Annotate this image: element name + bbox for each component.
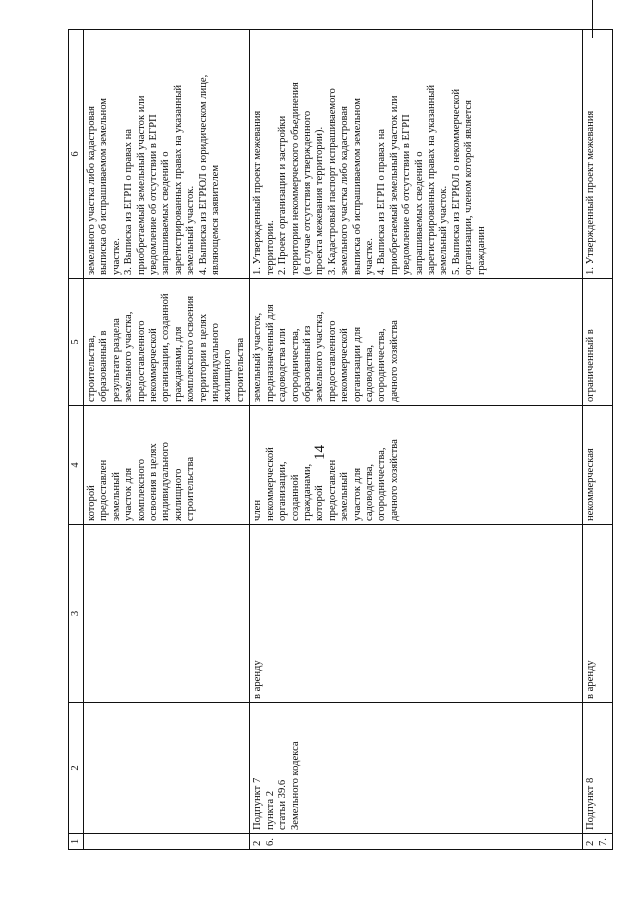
applicant-cell: которой предоставлен земельный участок для комплексного освоения в целях индивидуального жилищного строительства [84, 406, 250, 525]
header-cell-2: 2 [69, 703, 84, 834]
legal-basis-cell: Подпункт 8 [583, 703, 613, 834]
row-number-cell: 26. [250, 834, 583, 850]
land-plot-cell: строительства, образованный в результате раздела земельного участка, предоставленного некоммерческой организации, созданной гражданами, для комплексного освоения территории в целях индивидуального жилищного строительства [84, 279, 250, 406]
land-plot-cell: ограниченный в [583, 279, 613, 406]
land-provision-table [68, 29, 613, 850]
table-row [250, 30, 583, 850]
header-cell-3: 3 [69, 525, 84, 703]
right-type-cell: в аренду [250, 525, 583, 703]
documents-cell: земельного участка либо кадастровая выписка об испрашиваемом земельном участке. 3. Выписка из ЕГРП о правах на приобретаемый земельный участок или уведомление об отсутствии в ЕГРП запрашиваемых сведений о зарегистрированных правах на указанный земельный участок. 4. Выписка из ЕГРЮЛ о юридическом лице, являющемся заявителем [84, 30, 250, 279]
documents-cell: 1. Утвержденный проект межевания [583, 30, 613, 279]
header-cell-4: 4 [69, 406, 84, 525]
header-cell-5: 5 [69, 279, 84, 406]
header-cell-1: 1 [69, 834, 84, 850]
header-cell-6: 6 [69, 30, 84, 279]
row-number-cell [84, 834, 250, 850]
applicant-cell: некоммерческая [583, 406, 613, 525]
documents-cell: 1. Утвержденный проект межевания территории. 2. Проект организации и застройки территории некоммерческого объединения (в случае отсутствия утвержденного проекта межевания территории). 3. Кадастровый паспорт испрашиваемого земельного участка либо кадастровая выписка об испрашиваемом земельном участке. 4. Выписка из ЕГРП о правах на приобретаемый земельный участок или уведомление об отсутствии в ЕГРП запрашиваемых сведений о зарегистрированных правах на указанный земельный участок. 5. Выписка из ЕГРЮЛ о некоммерческой организации, членом которой является гражданин [250, 30, 583, 279]
header-row [69, 30, 84, 850]
right-type-cell [84, 525, 250, 703]
legal-basis-cell: Подпункт 7 пункта 2 статьи 39.6 Земельного кодекса [250, 703, 583, 834]
row-number-cell: 27. [583, 834, 613, 850]
right-type-cell: в аренду [583, 525, 613, 703]
table-row [84, 30, 250, 850]
rotated-table-area [68, 30, 609, 850]
applicant-cell: член некоммерческой организации, созданной гражданами, которой предоставлен земельный участок для садоводства, огородничества, дачного хозяйства [250, 406, 583, 525]
rotated-content [68, 30, 609, 850]
page-number-text: 14 [311, 445, 328, 460]
legal-basis-cell [84, 703, 250, 834]
land-plot-cell: земельный участок, предназначенный для садоводства или огородничества, образованный из земельного участка, предоставленного некоммерческой организации для садоводства, огородничества, дачного хозяйства [250, 279, 583, 406]
table-row [583, 30, 613, 850]
